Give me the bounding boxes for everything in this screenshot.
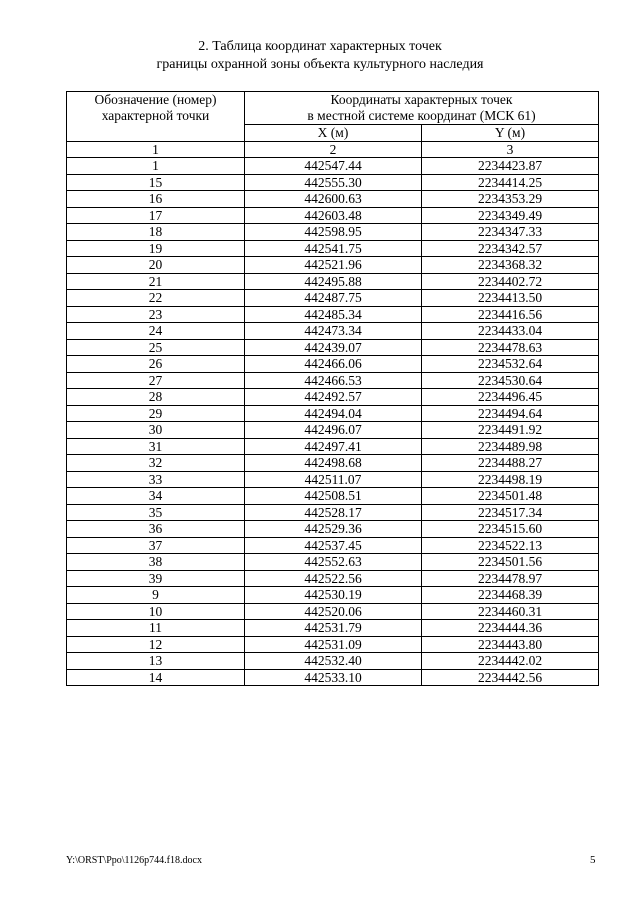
x-coordinate-cell: 442533.10 bbox=[245, 669, 422, 686]
point-number-cell: 11 bbox=[67, 620, 245, 637]
table-row bbox=[67, 653, 599, 670]
y-coordinate-cell: 2234442.56 bbox=[422, 669, 599, 686]
x-coordinate-cell: 442531.79 bbox=[245, 620, 422, 637]
y-coordinate-cell: 2234347.33 bbox=[422, 224, 599, 241]
y-coordinate-cell: 2234517.34 bbox=[422, 504, 599, 521]
table-row bbox=[67, 422, 599, 439]
table-row bbox=[67, 438, 599, 455]
point-number-cell: 25 bbox=[67, 339, 245, 356]
x-coordinate-cell: 442531.09 bbox=[245, 636, 422, 653]
point-number-cell: 34 bbox=[67, 488, 245, 505]
table-row bbox=[67, 405, 599, 422]
point-number-cell: 26 bbox=[67, 356, 245, 373]
point-number-cell: 12 bbox=[67, 636, 245, 653]
x-coordinate-cell: 442521.96 bbox=[245, 257, 422, 274]
x-coordinate-cell: 442603.48 bbox=[245, 207, 422, 224]
x-coordinate-cell: 442492.57 bbox=[245, 389, 422, 406]
table-row bbox=[67, 669, 599, 686]
point-number-cell: 39 bbox=[67, 570, 245, 587]
x-coordinate-cell: 442498.68 bbox=[245, 455, 422, 472]
y-coordinate-cell: 2234444.36 bbox=[422, 620, 599, 637]
y-coordinate-cell: 2234433.04 bbox=[422, 323, 599, 340]
table-row bbox=[67, 356, 599, 373]
x-coordinate-cell: 442529.36 bbox=[245, 521, 422, 538]
y-coordinate-cell: 2234488.27 bbox=[422, 455, 599, 472]
header-coordinates bbox=[245, 92, 599, 125]
x-coordinate-cell: 442555.30 bbox=[245, 174, 422, 191]
point-number-cell: 15 bbox=[67, 174, 245, 191]
y-coordinate-cell: 2234402.72 bbox=[422, 273, 599, 290]
x-coordinate-cell: 442466.06 bbox=[245, 356, 422, 373]
x-coordinate-cell: 442466.53 bbox=[245, 372, 422, 389]
column-index-cell: 1 bbox=[67, 141, 245, 158]
x-coordinate-cell: 442496.07 bbox=[245, 422, 422, 439]
point-number-cell: 16 bbox=[67, 191, 245, 208]
table-row bbox=[67, 191, 599, 208]
point-number-cell: 14 bbox=[67, 669, 245, 686]
y-coordinate-cell: 2234443.80 bbox=[422, 636, 599, 653]
point-number-cell: 33 bbox=[67, 471, 245, 488]
header-x: X (м) bbox=[245, 125, 422, 142]
point-number-cell: 37 bbox=[67, 537, 245, 554]
title-line-2: границы охранной зоны объекта культурного наследия bbox=[156, 57, 484, 72]
x-coordinate-cell: 442522.56 bbox=[245, 570, 422, 587]
table-row bbox=[67, 290, 599, 307]
point-number-cell: 27 bbox=[67, 372, 245, 389]
point-number-cell: 1 bbox=[67, 158, 245, 175]
table-row bbox=[67, 257, 599, 274]
x-coordinate-cell: 442600.63 bbox=[245, 191, 422, 208]
y-coordinate-cell: 2234489.98 bbox=[422, 438, 599, 455]
header-point-number-line-1: Обозначение (номер) bbox=[94, 92, 217, 107]
point-number-cell: 22 bbox=[67, 290, 245, 307]
table-row bbox=[67, 389, 599, 406]
x-coordinate-cell: 442494.04 bbox=[245, 405, 422, 422]
table-row bbox=[67, 636, 599, 653]
table-row bbox=[67, 339, 599, 356]
table-row bbox=[67, 158, 599, 175]
y-coordinate-cell: 2234498.19 bbox=[422, 471, 599, 488]
point-number-cell: 36 bbox=[67, 521, 245, 538]
y-coordinate-cell: 2234496.45 bbox=[422, 389, 599, 406]
x-coordinate-cell: 442511.07 bbox=[245, 471, 422, 488]
point-number-cell: 28 bbox=[67, 389, 245, 406]
y-coordinate-cell: 2234353.29 bbox=[422, 191, 599, 208]
column-index-cell: 3 bbox=[422, 141, 599, 158]
footer-file-path: Y:\ORST\Ppo\1126p744.f18.docx bbox=[66, 855, 202, 866]
y-coordinate-cell: 2234530.64 bbox=[422, 372, 599, 389]
point-number-cell: 35 bbox=[67, 504, 245, 521]
column-index-cell: 2 bbox=[245, 141, 422, 158]
table-row bbox=[67, 455, 599, 472]
x-coordinate-cell: 442530.19 bbox=[245, 587, 422, 604]
table-row bbox=[67, 537, 599, 554]
y-coordinate-cell: 2234349.49 bbox=[422, 207, 599, 224]
point-number-cell: 31 bbox=[67, 438, 245, 455]
table-row bbox=[67, 554, 599, 571]
y-coordinate-cell: 2234416.56 bbox=[422, 306, 599, 323]
x-coordinate-cell: 442473.34 bbox=[245, 323, 422, 340]
x-coordinate-cell: 442487.75 bbox=[245, 290, 422, 307]
y-coordinate-cell: 2234413.50 bbox=[422, 290, 599, 307]
header-y: Y (м) bbox=[422, 125, 599, 142]
point-number-cell: 20 bbox=[67, 257, 245, 274]
footer-page-number: 5 bbox=[590, 854, 596, 866]
point-number-cell: 10 bbox=[67, 603, 245, 620]
header-coordinates-line-1: Координаты характерных точек bbox=[330, 92, 513, 107]
y-coordinate-cell: 2234478.63 bbox=[422, 339, 599, 356]
y-coordinate-cell: 2234532.64 bbox=[422, 356, 599, 373]
x-coordinate-cell: 442598.95 bbox=[245, 224, 422, 241]
x-coordinate-cell: 442485.34 bbox=[245, 306, 422, 323]
table-row bbox=[67, 620, 599, 637]
y-coordinate-cell: 2234342.57 bbox=[422, 240, 599, 257]
table-row bbox=[67, 372, 599, 389]
x-coordinate-cell: 442547.44 bbox=[245, 158, 422, 175]
point-number-cell: 24 bbox=[67, 323, 245, 340]
table-row bbox=[67, 471, 599, 488]
point-number-cell: 13 bbox=[67, 653, 245, 670]
point-number-cell: 21 bbox=[67, 273, 245, 290]
x-coordinate-cell: 442439.07 bbox=[245, 339, 422, 356]
point-number-cell: 18 bbox=[67, 224, 245, 241]
table-row bbox=[67, 240, 599, 257]
title-line-1: 2. Таблица координат характерных точек bbox=[198, 39, 442, 54]
column-index-row bbox=[67, 141, 599, 158]
y-coordinate-cell: 2234468.39 bbox=[422, 587, 599, 604]
table-row bbox=[67, 570, 599, 587]
document-title bbox=[0, 38, 640, 74]
table-row bbox=[67, 587, 599, 604]
y-coordinate-cell: 2234494.64 bbox=[422, 405, 599, 422]
table-row bbox=[67, 603, 599, 620]
x-coordinate-cell: 442528.17 bbox=[245, 504, 422, 521]
table-row bbox=[67, 273, 599, 290]
y-coordinate-cell: 2234501.56 bbox=[422, 554, 599, 571]
header-point-number-line-2: характерной точки bbox=[101, 108, 210, 123]
x-coordinate-cell: 442495.88 bbox=[245, 273, 422, 290]
y-coordinate-cell: 2234442.02 bbox=[422, 653, 599, 670]
table-row bbox=[67, 207, 599, 224]
point-number-cell: 38 bbox=[67, 554, 245, 571]
y-coordinate-cell: 2234414.25 bbox=[422, 174, 599, 191]
y-coordinate-cell: 2234423.87 bbox=[422, 158, 599, 175]
point-number-cell: 32 bbox=[67, 455, 245, 472]
point-number-cell: 9 bbox=[67, 587, 245, 604]
x-coordinate-cell: 442497.41 bbox=[245, 438, 422, 455]
x-coordinate-cell: 442537.45 bbox=[245, 537, 422, 554]
x-coordinate-cell: 442532.40 bbox=[245, 653, 422, 670]
y-coordinate-cell: 2234515.60 bbox=[422, 521, 599, 538]
table-row bbox=[67, 504, 599, 521]
coordinates-table-body bbox=[67, 158, 599, 686]
table-row bbox=[67, 488, 599, 505]
table-row bbox=[67, 521, 599, 538]
point-number-cell: 17 bbox=[67, 207, 245, 224]
header-coordinates-line-2: в местной системе координат (МСК 61) bbox=[307, 108, 536, 123]
table-row bbox=[67, 306, 599, 323]
point-number-cell: 29 bbox=[67, 405, 245, 422]
y-coordinate-cell: 2234522.13 bbox=[422, 537, 599, 554]
x-coordinate-cell: 442541.75 bbox=[245, 240, 422, 257]
header-point-number bbox=[67, 92, 245, 142]
table-row bbox=[67, 323, 599, 340]
y-coordinate-cell: 2234501.48 bbox=[422, 488, 599, 505]
x-coordinate-cell: 442552.63 bbox=[245, 554, 422, 571]
point-number-cell: 19 bbox=[67, 240, 245, 257]
table-row bbox=[67, 224, 599, 241]
point-number-cell: 23 bbox=[67, 306, 245, 323]
y-coordinate-cell: 2234478.97 bbox=[422, 570, 599, 587]
coordinates-table bbox=[66, 91, 599, 686]
y-coordinate-cell: 2234368.32 bbox=[422, 257, 599, 274]
y-coordinate-cell: 2234460.31 bbox=[422, 603, 599, 620]
x-coordinate-cell: 442520.06 bbox=[245, 603, 422, 620]
y-coordinate-cell: 2234491.92 bbox=[422, 422, 599, 439]
point-number-cell: 30 bbox=[67, 422, 245, 439]
table-row bbox=[67, 174, 599, 191]
x-coordinate-cell: 442508.51 bbox=[245, 488, 422, 505]
